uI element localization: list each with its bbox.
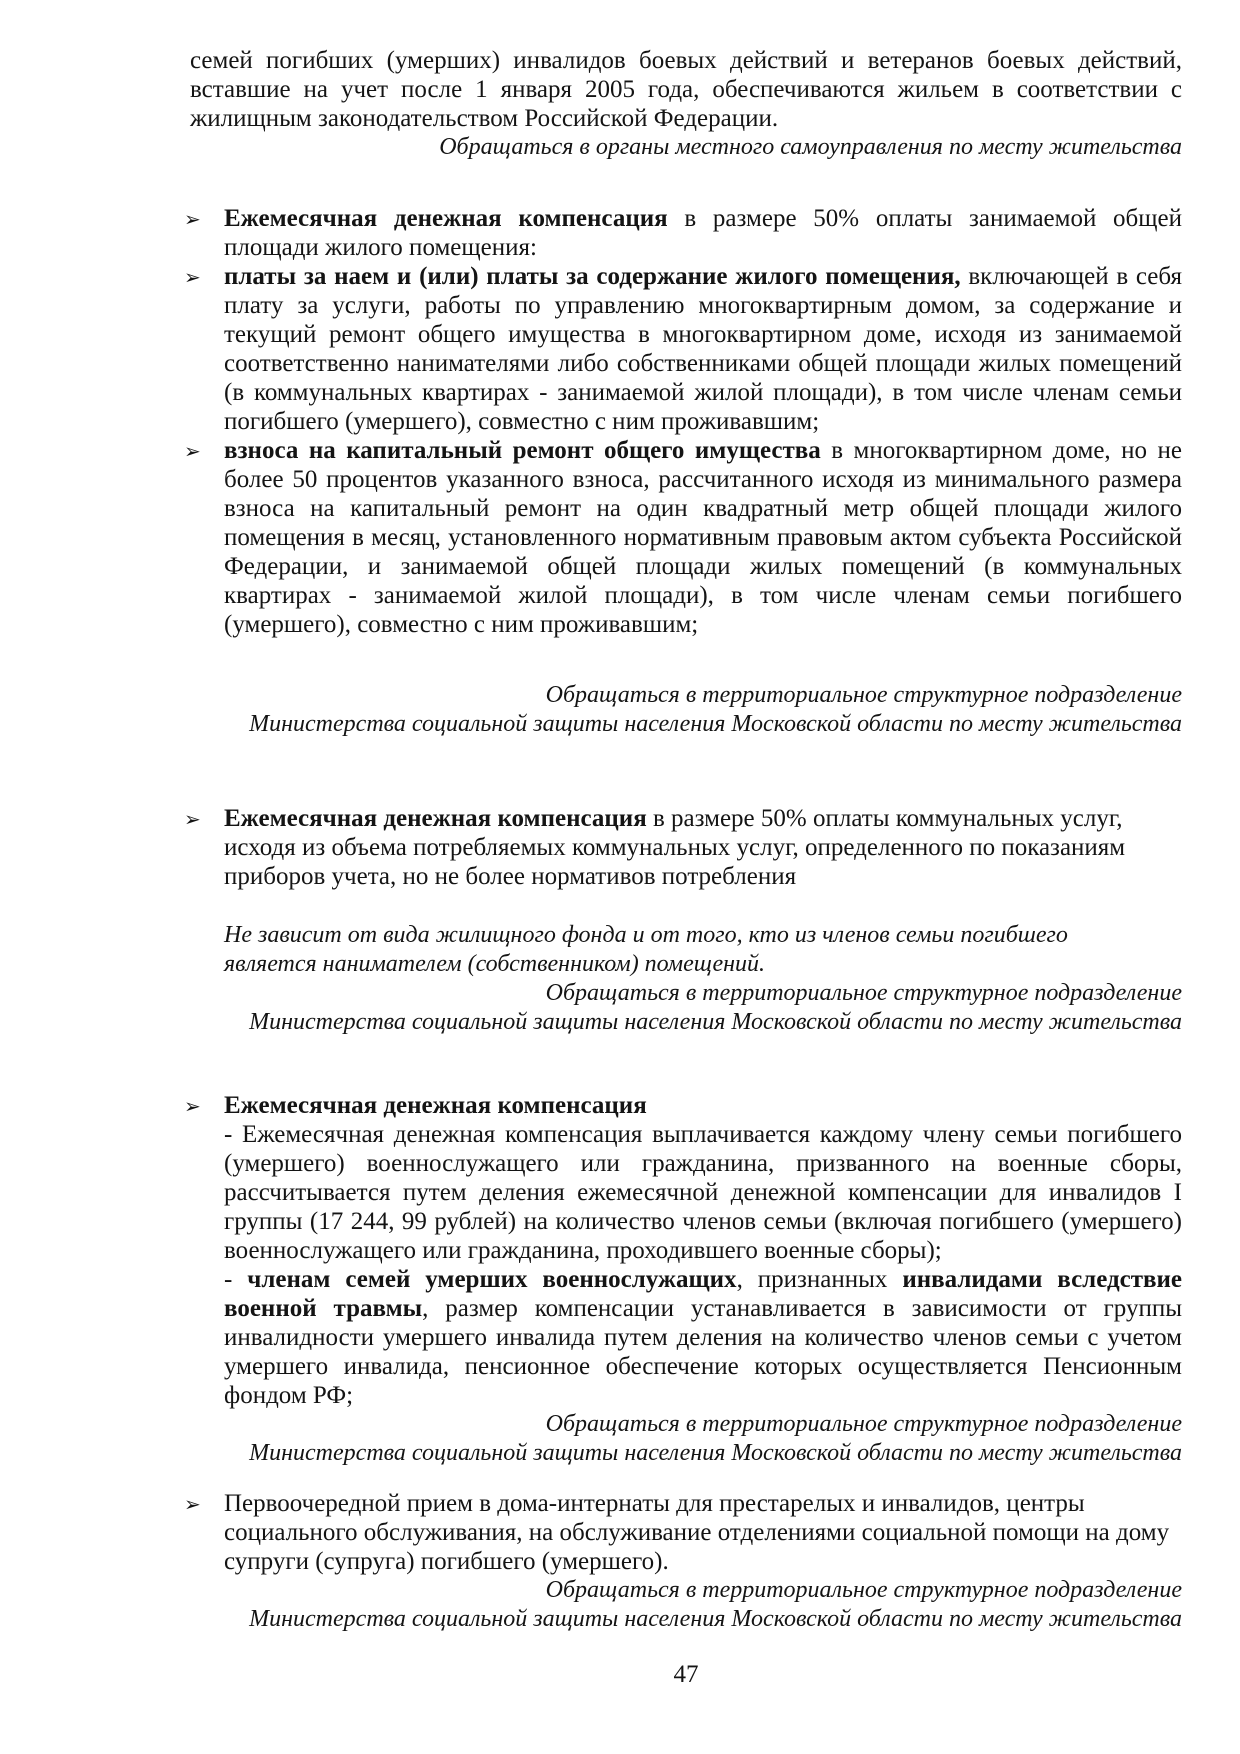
priority-admission-text: Первоочередной прием в дома-интернаты для престарелых и инвалидов, центры социального обслуживания, на обслуживание отделениями социальной помощи на дому супруги (супруга) погибшего (умершего). [224,1490,1170,1575]
contact-note-ministry [190,1576,1182,1634]
monthly-compensation-paragraph-1: - Ежемесячная денежная компенсация выплачивается каждому члену семьи погибшего (умершего) военнослужащего или гражданина, призванного на военные сборы, рассчитывается путем деления ежемесячной денежной компенсации для инвалидов I группы (17 244, 99 рублей) на количество членов семьи (включая погибшего (умершего) военнослужащего или гражданина, проходившего военные сборы); [224,1121,1182,1264]
disabled-due-to-war-trauma-bold: инвалидами вследствие военной травмы [224,1266,1182,1322]
dash: - [224,1266,248,1293]
contact-ministry-line2: Министерства социальной защиты населения Московской области по месту жительства [249,1606,1182,1632]
contact-ministry-line1: Обращаться в территориальное структурное подразделение [545,682,1182,708]
utilities-note-line1: Не зависит от вида жилищного фонда и от того, кто из членов семьи погибшего [224,922,1068,948]
utilities-note-line2: является нанимателем (собственником) помещений. [224,951,766,977]
arrow-bullet-icon: ➢ [184,265,201,289]
contact-ministry-line1: Обращаться в территориальное структурное подразделение [545,1577,1182,1603]
bullet-capital-repair-bold-lead: взноса на капитальный ремонт общего имущества [224,437,821,464]
bullet-priority-admission [184,1489,1182,1576]
contact-ministry-line2: Министерства социальной защиты населения Московской области по месту жительства [249,1009,1182,1035]
contact-ministry-line2: Министерства социальной защиты населения Московской области по месту жительства [249,1440,1182,1466]
bullet-housing-area-text: в размере 50% оплаты занимаемой общей площади жилого помещения: [224,205,1182,261]
arrow-bullet-icon: ➢ [184,207,201,231]
arrow-bullet-icon: ➢ [184,1094,201,1118]
contact-note-ministry [190,979,1182,1037]
bullet-utilities-text: в размере 50% оплаты коммунальных услуг, исходя из объема потребляемых коммунальных услуг, определенного по показаниям приборов учета, но не более нормативов потребления [224,805,1126,890]
arrow-bullet-icon: ➢ [184,807,201,831]
contact-note-ministry [190,1410,1182,1468]
families-of-deceased-bold: членам семей умерших военнослужащих [247,1266,737,1293]
arrow-bullet-icon: ➢ [184,439,201,463]
arrow-bullet-icon: ➢ [184,1492,201,1516]
contact-ministry-line1: Обращаться в территориальное структурное подразделение [545,980,1182,1006]
bullet-monthly-compensation [184,1091,1182,1410]
bullet-utilities-bold-lead: Ежемесячная денежная компенсация [224,805,647,832]
page-number: 47 [673,1661,699,1688]
monthly-compensation-paragraph-2 [224,1265,1182,1410]
bullet-utilities-compensation [184,804,1182,891]
contact-note-ministry [190,681,1182,739]
bullet-capital-repair [184,436,1182,639]
intro-paragraph: семей погибших (умерших) инвалидов боевых действий и ветеранов боевых действий, вставшие на учет после 1 января 2005 года, обеспечиваются жильем в соответствии с жилищным законодательством Российской Федерации. [190,47,1182,132]
bullet-capital-repair-text: в многоквартирном доме, но не более 50 процентов указанного взноса, рассчитанного исходя из минимального размера взноса на капитальный ремонт на один квадратный метр общей площади жилого помещения в месяц, установленного нормативным правовым актом субъекта Российской Федерации, и занимаемой общей площади жилых помещений (в коммунальных квартирах - занимаемой жилой площади), в том числе членам семьи погибшего (умершего), совместно с ним проживавшим; [224,437,1182,638]
bullet-rent-payment [184,262,1182,436]
bullet-housing-area-compensation [184,204,1182,262]
compensation-size-text: , размер компенсации устанавливается в зависимости от группы инвалидности умершего инвалида путем деления на количество членов семьи с учетом умершего инвалида, пенсионное обеспечение которых осуществляется Пенсионным фондом РФ; [224,1295,1182,1409]
recognized-text: , признанных [736,1266,903,1293]
bullet-housing-area-bold-lead: Ежемесячная денежная компенсация [224,205,668,232]
contact-ministry-line2: Министерства социальной защиты населения Московской области по месту жительства [249,711,1182,737]
contact-ministry-line1: Обращаться в территориальное структурное подразделение [545,1411,1182,1437]
monthly-compensation-heading: Ежемесячная денежная компенсация [224,1092,647,1119]
utilities-independence-note [190,921,1182,979]
contact-note-local-government: Обращаться в органы местного самоуправления по месту жительства [439,134,1182,160]
bullet-rent-payment-text: включающей в себя плату за услуги, работы по управлению многоквартирным домом, за содержание и текущий ремонт общего имущества в многоквартирном доме, исходя из занимаемой соответственно нанимателями либо собственниками общей площади жилых помещений (в коммунальных квартирах - занимаемой жилой площади), в том числе членам семьи погибшего (умершего), совместно с ним проживавшим; [224,263,1182,435]
bullet-rent-payment-bold-lead: платы за наем и (или) платы за содержание жилого помещения, [224,263,961,290]
